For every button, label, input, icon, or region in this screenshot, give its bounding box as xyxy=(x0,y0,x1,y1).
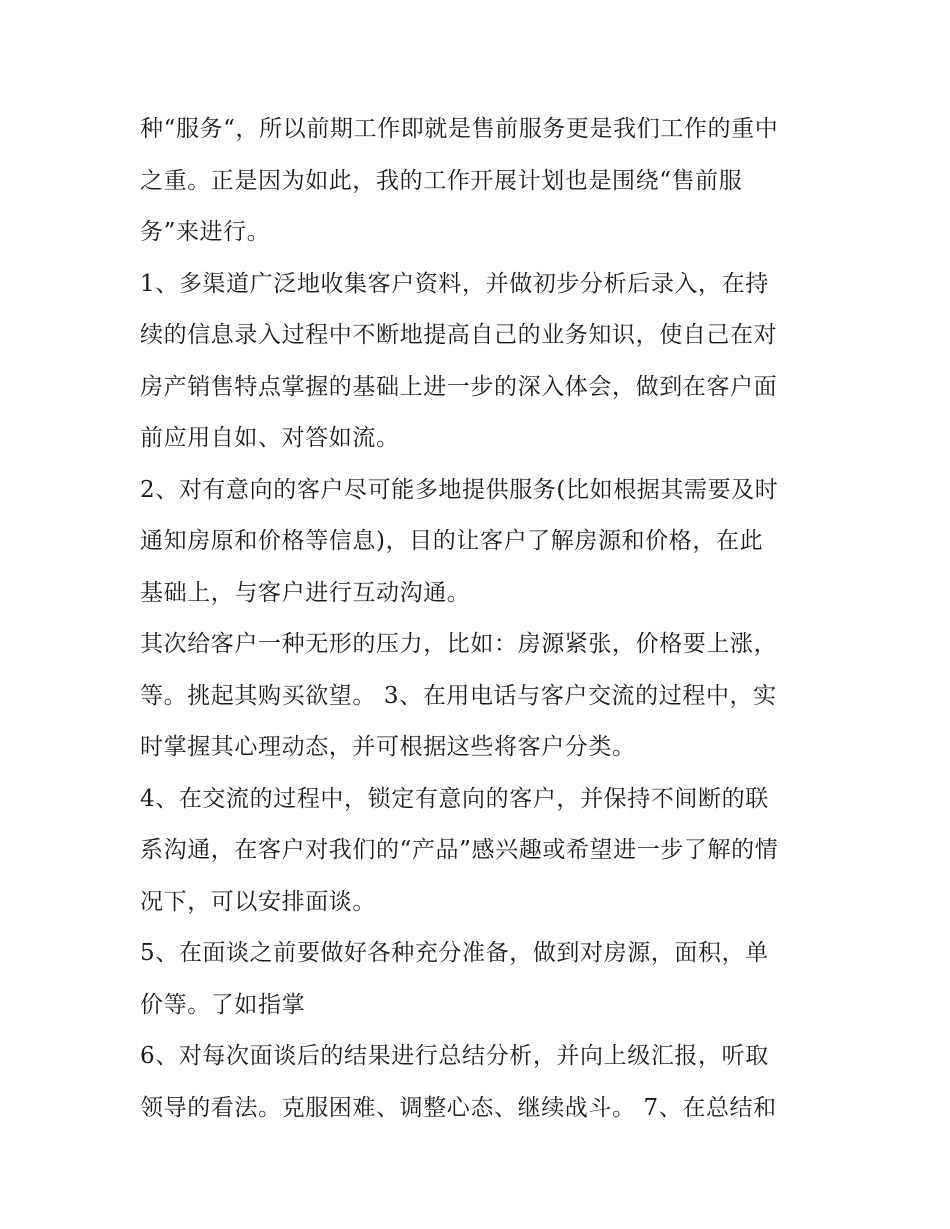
text-line: 领导的看法。克服困难、调整心态、继续战斗。 7、在总结和 xyxy=(140,1094,777,1121)
text-line: 等。挑起其购买欲望。 3、在用电话与客户交流的过程中，实 xyxy=(140,682,777,709)
document-body xyxy=(140,104,820,1134)
text-line: 通知房原和价格等信息)，目的让客户了解房源和价格，在此 xyxy=(140,528,764,554)
text-line: 续的信息录入过程中不断地提高自己的业务知识，使自己在对 xyxy=(140,322,778,348)
text-line: 基础上，与客户进行互动沟通。 xyxy=(140,579,471,606)
text-line: 房产销售特点掌握的基础上进一步的深入体会，做到在客户面 xyxy=(140,373,778,400)
text-line: 种“服务“，所以前期工作即就是售前服务更是我们工作的重中 xyxy=(140,116,779,142)
text-line: 6、对每次面谈后的结果进行总结分析，并向上级汇报，听取 xyxy=(140,1043,769,1069)
text-line: 1、多渠道广泛地收集客户资料，并做初步分析后录入，在持 xyxy=(140,270,769,297)
text-line: 前应用自如、对答如流。 xyxy=(140,425,400,451)
text-line: 2、对有意向的客户尽可能多地提供服务(比如根据其需要及时 xyxy=(140,476,779,503)
text-line: 系沟通，在客户对我们的“产品”感兴趣或希望进一步了解的情 xyxy=(140,837,779,863)
text-line: 之重。正是因为如此，我的工作开展计划也是围绕“售前服 xyxy=(140,167,743,194)
text-line: 务”来进行。 xyxy=(140,219,271,245)
text-line: 其次给客户一种无形的压力，比如：房源紧张，价格要上涨， xyxy=(140,631,778,657)
text-line: 价等。了如指掌 xyxy=(140,991,306,1018)
text-line: 况下，可以安排面谈。 xyxy=(140,888,376,915)
text-line: 4、在交流的过程中，锁定有意向的客户，并保持不间断的联 xyxy=(140,785,769,812)
text-line: 5、在面谈之前要做好各种充分准备，做到对房源，面积，单 xyxy=(140,940,769,966)
text-line: 时掌握其心理动态，并可根据这些将客户分类。 xyxy=(140,734,636,760)
